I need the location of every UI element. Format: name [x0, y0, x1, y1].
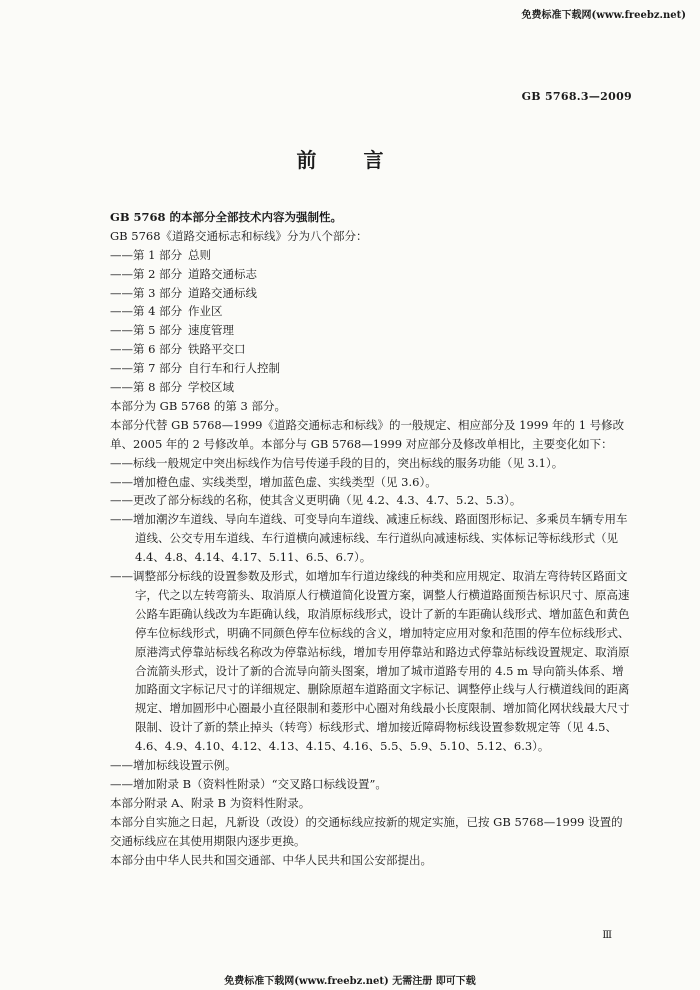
- change-item: ——增加附录 B（资料性附录）“交叉路口标线设置”。: [110, 777, 387, 792]
- part-number: ——第 3 部分: [110, 285, 183, 300]
- part-name: 学校区域: [188, 380, 234, 395]
- standard-number: GB 5768.3—2009: [521, 90, 632, 103]
- part-number: ——第 1 部分: [110, 247, 183, 262]
- site-footer: 免费标准下载网(www.freebz.net) 无需注册 即可下载: [224, 976, 476, 987]
- part-name: 总则: [188, 247, 211, 262]
- part-statement: 本部分为 GB 5768 的第 3 部分。: [110, 398, 286, 413]
- change-item: ——增加标线设置示例。: [110, 758, 237, 773]
- part-name: 作业区: [188, 304, 223, 319]
- appendix-note: 本部分附录 A、附录 B 为资料性附录。: [110, 795, 311, 810]
- document-body: [110, 208, 630, 870]
- page-number: Ⅲ: [602, 930, 612, 941]
- part-item: [110, 340, 630, 359]
- part-name: 铁路平交口: [188, 342, 246, 357]
- part-item: [110, 302, 630, 321]
- part-number: ——第 6 部分: [110, 342, 183, 357]
- part-name: 速度管理: [188, 323, 234, 338]
- proposer-line: 本部分由中华人民共和国交通部、中华人民共和国公安部提出。: [110, 852, 432, 867]
- change-item: ——调整部分标线的设置参数及形式，如增加车行道边缘线的种类和应用规定、取消左弯待转区路面文字，代之以左转弯箭头、取消原人行横道简化设置方案，调整人行横道路面预告标识尺寸、原高速公路车距确认线改为车距确认线，取消原标线形式，设计了新的车距确认线形式、增加蓝色和黄色停车位标线形式，明确不同颜色停车位标线的含义，增加特定应用对象和范围的停车位标线形式、原港湾式停靠站标线名称改为停靠站标线，增加专用停靠站和路边式停靠站标线设置规定、取消原合流箭头形式，设计了新的合流导向箭头图案，增加了城市道路专用的 4.5 m 导向箭头体系、增加路面文字标记尺寸的详细规定、删除原超车道路面文字标记、调整停止线与人行横道线间的距离规定、增加圆形中心圈最小直径限制和菱形中心圈对角线最小长度限制、增加简化网状线最大尺寸限制、设计了新的禁止掉头（转弯）标线形式、增加接近障碍物标线设置参数规定等（见 4.5、4.6、4.9、4.10、4.12、4.13、4.15、4.16、5.5、5.9、5.10、5.12、6.3）。: [110, 569, 630, 754]
- change-item: ——增加橙色虚、实线类型，增加蓝色虚、实线类型（见 3.6）。: [110, 474, 437, 489]
- part-number: ——第 7 部分: [110, 361, 183, 376]
- part-item: [110, 359, 630, 378]
- part-name: 自行车和行人控制: [188, 361, 280, 376]
- part-number: ——第 2 部分: [110, 266, 183, 281]
- change-item: ——标线一般规定中突出标线作为信号传递手段的目的，突出标线的服务功能（见 3.1）。: [110, 455, 564, 470]
- part-item: [110, 284, 630, 303]
- effect-paragraph: 本部分自实施之日起，凡新设（改设）的交通标线应按新的规定实施，已按 GB 5768—1999 设置的交通标线应在其使用期限内逐步更换。: [110, 814, 623, 848]
- intro-parts: GB 5768《道路交通标志和标线》分为八个部分：: [110, 228, 368, 243]
- part-number: ——第 5 部分: [110, 323, 183, 338]
- intro-mandatory: GB 5768 的本部分全部技术内容为强制性。: [110, 210, 343, 224]
- part-name: 道路交通标志: [188, 266, 257, 281]
- change-item: ——更改了部分标线的名称，使其含义更明确（见 4.2、4.3、4.7、5.2、5.3）。: [110, 493, 522, 508]
- part-item: [110, 265, 630, 284]
- part-name: 道路交通标线: [188, 285, 257, 300]
- part-number: ——第 8 部分: [110, 380, 183, 395]
- part-item: [110, 246, 630, 265]
- replace-paragraph: 本部分代替 GB 5768—1999《道路交通标志和标线》的一般规定、相应部分及 1999 年的 1 号修改单、2005 年的 2 号修改单。本部分与 GB 5768—1999 对应部分及修改单相比，主要变化如下：: [110, 417, 625, 451]
- page-title: 前 言: [296, 148, 404, 172]
- parts-list: [110, 246, 630, 397]
- part-item: [110, 321, 630, 340]
- part-item: [110, 378, 630, 397]
- part-number: ——第 4 部分: [110, 304, 183, 319]
- site-header: 免费标准下载网(www.freebz.net): [521, 10, 686, 21]
- change-item: ——增加潮汐车道线、导向车道线、可变导向车道线、减速丘标线、路面图形标记、多乘员车辆专用车道线、公交专用车道线、车行道横向减速标线、车行道纵向减速标线、实体标记等标线形式（见 4.4、4.8、4.14、4.17、5.11、6.5、6.7）。: [110, 512, 628, 565]
